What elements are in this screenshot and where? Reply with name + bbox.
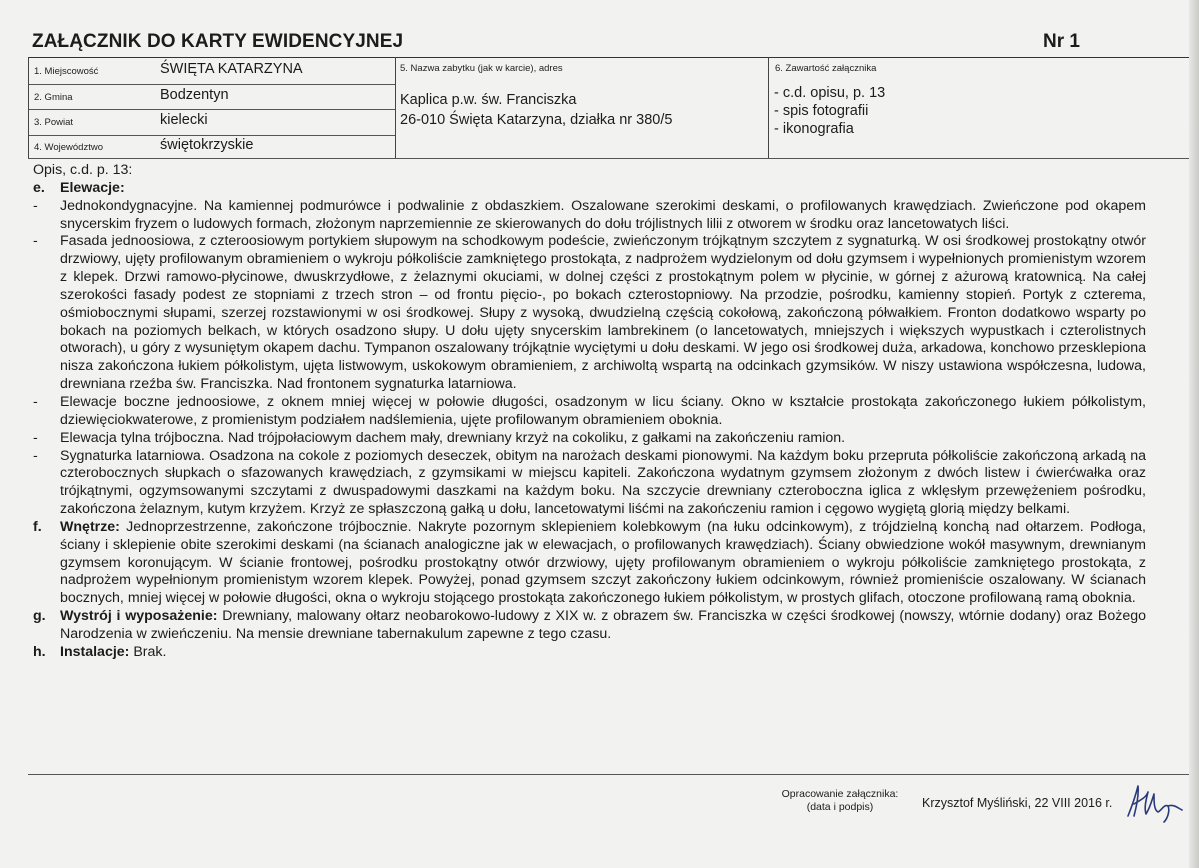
powiat-label: 3. Powiat: [34, 117, 74, 128]
section-title: Instalacje:: [60, 643, 130, 660]
dash-bullet: -: [33, 233, 38, 250]
row-divider: [28, 135, 395, 136]
prepared-by-line: Opracowanie załącznika:: [781, 788, 899, 800]
box-left-edge: [28, 57, 29, 158]
elevation-paragraph: Sygnaturka latarniowa. Osadzona na cokole z poziomych deseczek, obitym na narożach deskami pionowymi. Na każdym boku przepruta półkoliście zakończoną arkadą na czterobocznych słupkach o sfazowanych krawędziach, z gzymsikami w miejscu kapiteli. Zakończona wydatnym gzymsem złożonym z dwóch listew i ćwierćwałka oraz trójkątnymi, ogzymsowanymi szczytami z dwuspadowymi daszkami na każdym boku. Na szczycie drewniany czteroboczna iglica z wklęsłym przewężeniem pośrodku, zakończona żelaznym, kutym krzyżem. Krzyż ze spłaszczoną gałką u dołu, lancetowatymi liśćmi na zakończeniu ramion i cęgowo wygiętą glorią między belkami.: [60, 447, 1146, 518]
section-letter: h.: [33, 643, 46, 660]
interior-text: Jednoprzestrzenne, zakończone trójbocznie. Nakryte pozornym sklepieniem kolebkowym (na łuku odcinkowym), z trójdzielną konchą nad ołtarzem. Podłoga, ściany i sklepienie obite szerokimi deskami (na ścianach analogiczne jak w elewacjach, o profilowanych krawędziach). Ściany obwiedzione wokół masywnym, drewnianym gzymsem koronującym. W ścianie frontowej, pośrodku prostokątny otwór drzwiowy, ujęty profilowanym obramieniem o wykroju półkoliście zamkniętego prostokąta, z nadprożem wypełnionym promienistym wzorem klepek. Powyżej, ponad gzymsem szczyt zakończony łukiem odcinkowym, również promieniście oszalowany. W ścianach bocznych, mniej więcej w połowie długości, okna o wykroju stojącego prostokąta zakończonego łukiem półkolistym, w prostych glifach, otoczone profilowaną ramą obokniа.: [60, 518, 1146, 607]
header-top-rule: [28, 57, 1191, 58]
scan-edge: [1189, 0, 1199, 868]
miejscowosc-label: 1. Miejscowość: [34, 66, 99, 77]
description-body: [33, 162, 1146, 662]
wojewodztwo-label: 4. Województwo: [34, 142, 103, 153]
column-divider: [768, 57, 769, 158]
furnishing-text: Drewniany, malowany ołtarz neobarokowo-ludowy z XIX w. z obrazem św. Franciszka w części środkowej (nowszy, wtórnie dodany) oraz Bożego Narodzenia w zwieńczeniu. Na mensie drewniane tabernakulum zapewne z tego czasu.: [60, 608, 1147, 642]
monument-name-address: [400, 90, 672, 130]
installations-text: Brak.: [129, 643, 167, 660]
section-title: Wystrój i wyposażenie:: [60, 608, 218, 625]
elevation-paragraph: Elewacja tylna trójboczna. Nad trójpołaciowym dachem mały, drewniany krzyż na cokoliku, z gałkami na zakończeniu ramion.: [60, 429, 846, 446]
prepared-by-label: [760, 788, 920, 814]
dash-bullet: -: [33, 429, 38, 446]
gmina-label: 2. Gmina: [34, 92, 73, 103]
monument-name: Kaplica p.w. św. Franciszka: [400, 92, 577, 108]
elevation-paragraph: Elewacje boczne jednoosiowe, z oknem mniej więcej w połowie długości, osadzonym w licu ściany. Okno w kształcie prostokąta zakończonego łukiem półkolistym, dziewięciokwaterowe, z promienistym podziałem nadślemienia, ujęte profilowanym obramieniem obokniа.: [60, 393, 1146, 428]
miejscowosc-value: ŚWIĘTA KATARZYNA: [160, 61, 303, 77]
section-letter: f.: [33, 518, 42, 535]
section-g: [33, 608, 1146, 644]
section-letter: g.: [33, 608, 46, 625]
list-item: [33, 394, 1146, 430]
section-title: Elewacje:: [60, 179, 125, 196]
attachment-contents: [774, 84, 885, 138]
list-item: [33, 233, 1146, 394]
list-item: [33, 448, 1146, 519]
footer-rule: [28, 774, 1191, 775]
description-intro: Opis, c.d. p. 13:: [33, 162, 133, 178]
column-divider: [395, 57, 396, 158]
section-e-heading: [33, 180, 1146, 198]
list-item: [33, 198, 1146, 234]
elevation-paragraph: Jednokondygnacyjne. Na kamiennej podmurówce i podwalinie z obdaszkiem. Oszalowane szerokimi deskami, o profilowanych krawędziach. Zwieńczone pod okapem snycerskim fryzem o ludowych formach, złożonym naprzemiennie ze skierowanych do dołu trójlistnych lilii z otworem w środku oraz lancetowatych liści.: [60, 197, 1146, 232]
wojewodztwo-value: świętokrzyskie: [160, 137, 254, 153]
page-title: ZAŁĄCZNIK DO KARTY EWIDENCYJNEJ: [32, 31, 404, 52]
author-date: Krzysztof Myśliński, 22 VIII 2016 r.: [922, 796, 1113, 810]
dash-bullet: -: [33, 197, 38, 214]
contents-item: - spis fotografii: [774, 103, 869, 119]
list-item: [33, 430, 1146, 448]
powiat-value: kielecki: [160, 112, 208, 128]
signature-icon: [1124, 778, 1184, 824]
elevation-paragraph: Fasada jednoosiowa, z czteroosiowym portykiem słupowym na schodkowym podeście, zwieńczonym trójkątnym szczytem z sygnaturką. W osi środkowej prostokątny otwór drzwiowy, ujęty profilowanym obramieniem o wykroju półkoliście zamkniętego prostokąta, z nadprożem wydzielonym od dołu gzymsem i wypełnionych promienistym wzorem z klepek. Drzwi ramowo-płycinowe, dwuskrzydłowe, z żelaznymi okuciami, w dolnej części z prostokątnym polem w płycinie, w górnej z ażurową kratownicą. Na całej szerokości fasady podest ze stopniami z trzech stron – od frontu pięcio-, po bokach czterostopniowy. Na przodzie, pośrodku, kamienny stopień. Portyk z czterema, ośmiobocznymi słupami, szerzej rozstawionymi w osi środkowej. Słupy z wysoką, dwudzielną częścią cokołową, zakończoną półwałkiem. Fronton dodatkowo wsparty po bokach na poziomych belkach, w których osadzono słupy. U dołu ujęty snycerskim lambrekinem (o lancetowatych, mniejszych i większych wypustkach i czterolistnych otworach), u góry z wysuniętym okapem dachu. Tympanon oszalowany trójkątnie wyciętymi u dołu deskami. W jego osi środkowej duża, arkadowa, konchowo przesklepiona nisza zakończona łukiem półkolistym, ujęta listwowym, uskokowym obramieniem, z archiwoltą wspartą na odcinkach gzymsików. W niszy ustawiona współczesna, ludowa, drewniana rzeźba św. Franciszka. Nad frontonem sygnaturka latarniowa.: [60, 233, 1146, 393]
contents-item: - ikonografia: [774, 121, 854, 137]
section-f: [33, 519, 1146, 608]
row-divider: [28, 84, 395, 85]
section-letter: e.: [33, 179, 45, 196]
zawartosc-label: 6. Zawartość załącznika: [775, 63, 877, 74]
monument-address: 26-010 Święta Katarzyna, działka nr 380/5: [400, 112, 673, 128]
date-signature-line: (data i podpis): [806, 801, 874, 813]
section-h: [33, 644, 1146, 662]
row-divider: [28, 109, 395, 110]
dash-bullet: -: [33, 393, 38, 410]
attachment-number: Nr 1: [1043, 31, 1080, 52]
dash-bullet: -: [33, 447, 38, 464]
header-bottom-rule: [28, 158, 1191, 159]
nazwa-label: 5. Nazwa zabytku (jak w karcie), adres: [400, 63, 563, 74]
gmina-value: Bodzentyn: [160, 87, 229, 103]
section-title: Wnętrze:: [60, 518, 120, 535]
contents-item: - c.d. opisu, p. 13: [774, 85, 886, 101]
